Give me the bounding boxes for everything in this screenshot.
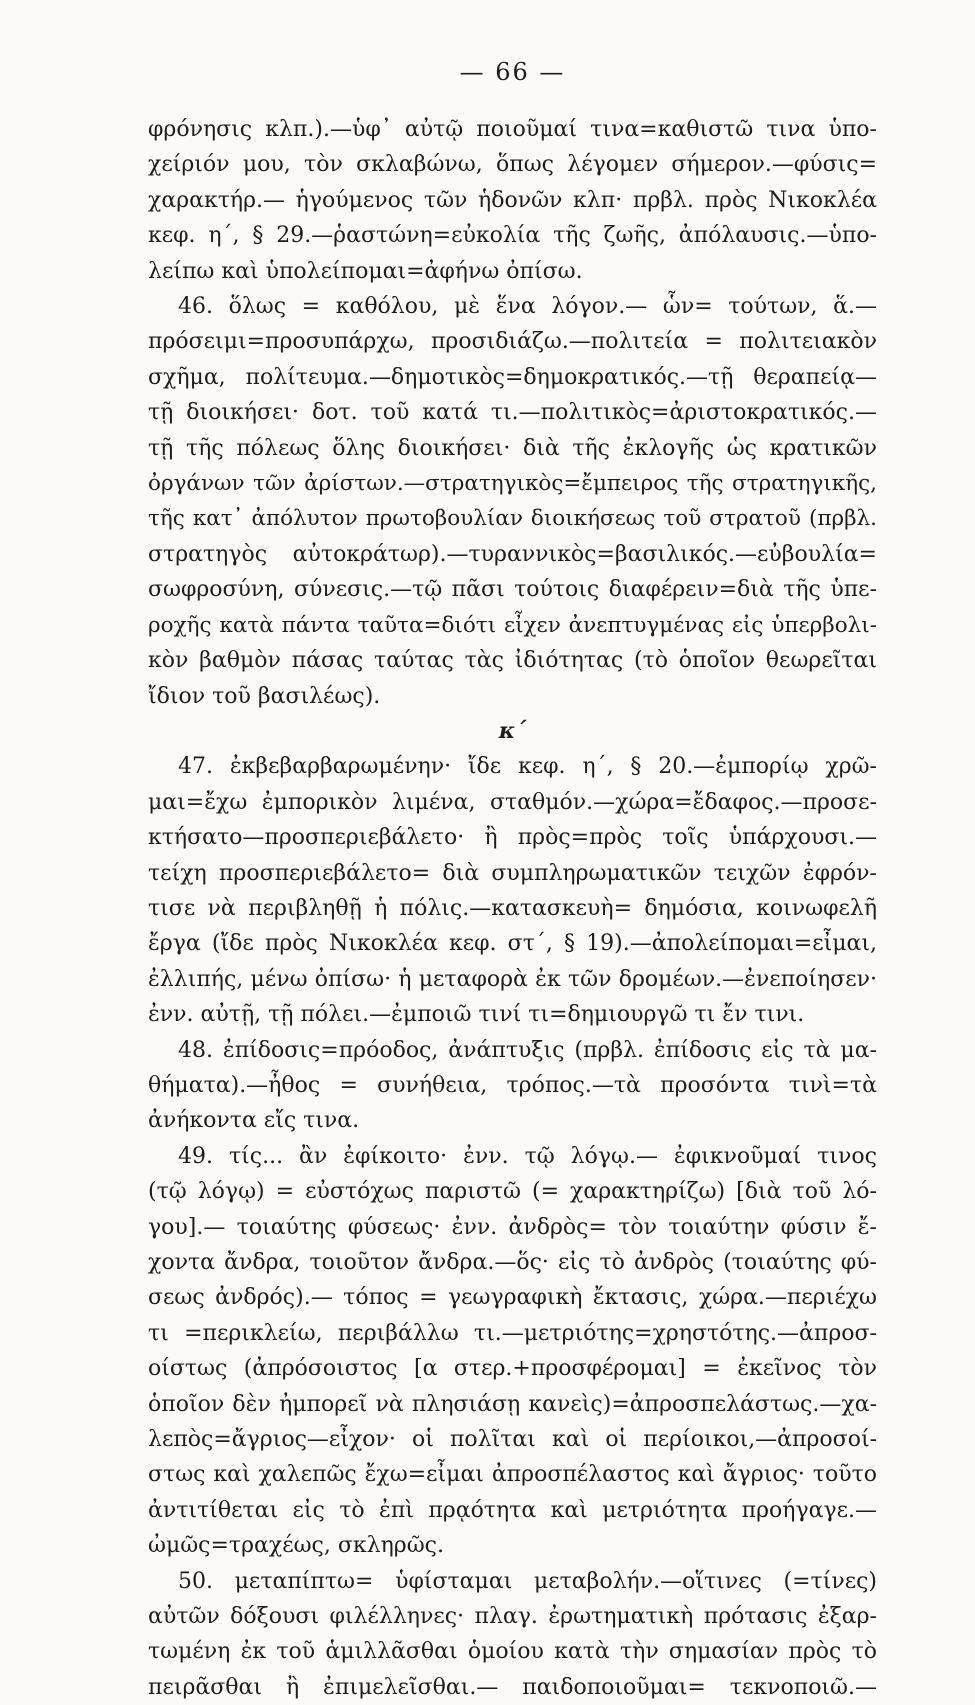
text-line: τισε νὰ περιβληθῇ ἡ πόλις.—κατασκευὴ= δημόσια, κοινωφελῆ <box>148 895 877 921</box>
text-line: χαρακτήρ.— ἡγούμενος τῶν ἡδονῶν κλπ· πρβλ. πρὸς Νικοκλέα <box>148 187 877 213</box>
text-line: ἀνήκοντα εἴς τινα. <box>148 1108 360 1134</box>
text-line: χείριόν μου, τὸν σκλαβώνω, ὅπως λέγομεν σήμερον.—φύσις= <box>148 152 877 178</box>
text-line: τῇ διοικήσει· δοτ. τοῦ κατά τι.—πολιτικὸς=ἀριστοκρατικός.— <box>148 400 877 426</box>
text-line: στως καὶ χαλεπῶς ἔχω=εἶμαι ἀπροσπέλαστος καὶ ἄγριος· τοῦτο <box>148 1462 877 1488</box>
text-line: σεως ἀνδρός).— τόπος = γεωγραφικὴ ἔκτασις, χώρα.—περιέχω <box>148 1285 877 1311</box>
text-line: 50. μεταπίπτω= ὑφίσταμαι μεταβολήν.—οἵτινες (=τίνες) <box>178 1568 877 1594</box>
text-line: ἐνν. αὐτῇ, τῇ πόλει.—ἐμποιῶ τινί τι=δημιουργῶ τι ἔν τινι. <box>148 1002 805 1028</box>
text-line: 46. ὅλως = καθόλου, μὲ ἕνα λόγον.— ὧν= τούτων, ἅ.— <box>178 294 877 320</box>
text-line: ὁποῖον δὲν ἠμπορεῖ νὰ πλησιάσῃ κανεὶς)=ἀπροσπελάστως.—χα- <box>148 1391 877 1417</box>
text-line: 47. ἐκβεβαρβαρωμένην· ἴδε κεφ. η΄, § 20.—ἐμπορίῳ χρῶ- <box>178 754 877 780</box>
text-line: θήματα).—ἦθος = συνήθεια, τρόπος.—τὰ προσόντα τινὶ=τὰ <box>148 1072 877 1098</box>
text-line: μαι=ἔχω ἐμπορικὸν λιμένα, σταθμόν.—χώρα=ἔδαφος.—προσε- <box>148 789 877 815</box>
text-line: ἀντιτίθεται εἰς τὸ ἐπὶ πρᾳότητα καὶ μετριότητα προήγαγε.— <box>148 1497 877 1523</box>
text-line: τωμένη ἐκ τοῦ ἁμιλλᾶσθαι ὁμοίου κατὰ τὴν σημασίαν πρὸς τὸ <box>148 1639 877 1665</box>
text-line: ἐλλιπής, μένω ὀπίσω· ἡ μεταφορὰ ἐκ τῶν δρομέων.—ἐνεποίησεν· <box>148 966 877 992</box>
text-line: λεπὸς=ἄγριος—εἶχον· οἱ πολῖται καὶ οἱ περίοικοι,—ἀπροσοί- <box>148 1427 877 1453</box>
text-line: τείχη προσπεριεβάλετο= διὰ συμπληρωματικῶν τειχῶν ἐφρόν- <box>148 860 877 886</box>
text-line: φρόνησις κλπ.).—ὑφ᾽ αὐτῷ ποιοῦμαί τινα=καθιστῶ τινα ὑπο- <box>148 117 877 142</box>
text-line: σχῆμα, πολίτευμα.—δημοτικὸς=δημοκρατικός.—τῇ θεραπείᾳ— <box>148 364 877 390</box>
text-line: γου].— τοιαύτης φύσεως· ἐνν. ἀνδρὸς= τὸν τοιαύτην φύσιν ἔ- <box>148 1214 877 1240</box>
text-line: ὀργάνων τῶν ἀρίστων.—στρατηγικὸς=ἔμπειρος τῆς στρατηγικῆς, <box>148 471 877 497</box>
text-line: στρατηγὸς αὐτοκράτωρ).—τυραννικὸς=βασιλικός.—εὐβουλία= <box>148 541 877 567</box>
text-line: ὠμῶς=τραχέως, σκληρῶς. <box>148 1533 444 1559</box>
text-line: 49. τίς... ἂν ἐφίκοιτο· ἐνν. τῷ λόγῳ.— ἐφικνοῦμαί τινος <box>178 1143 877 1169</box>
text-line: κτήσατο—προσπεριεβάλετο· ἢ πρὸς=πρὸς τοῖς ὑπάρχουσι.— <box>148 825 877 851</box>
text-line: αὐτῶν δόξουσι φιλέλληνες· πλαγ. ἐρωτηματικὴ πρότασις ἐξαρ- <box>148 1604 877 1630</box>
text-line: ἴδιον τοῦ βασιλέως). <box>148 683 381 709</box>
text-line: (τῷ λόγῳ) = εὐστόχως παριστῶ (= χαρακτηρίζω) [διὰ τοῦ λό- <box>148 1179 877 1205</box>
text-line: σωφροσύνη, σύνεσις.—τῷ πᾶσι τούτοις διαφέρειν=διὰ τῆς ὑπε- <box>148 577 877 603</box>
text-line: ἔργα (ἴδε πρὸς Νικοκλέα κεφ. στ΄, § 19).—ἀπολείπομαι=εἶμαι, <box>148 931 877 957</box>
text-line: πειρᾶσθαι ἢ ἐπιμελεῖσθαι.— παιδοποιοῦμαι= τεκνοποιῶ.— <box>148 1674 877 1700</box>
page-number: — 66 — <box>459 58 566 86</box>
text-line: τῇ τῆς πόλεως ὅλης διοικήσει· διὰ τῆς ἐκλογῆς ὡς κρατικῶν <box>148 435 877 461</box>
text-line: οίστως (ἀπρόσοιστος [α στερ.+προσφέρομαι] = ἐκεῖνος τὸν <box>148 1356 877 1382</box>
text-line: χοντα ἄνδρα, τοιοῦτον ἄνδρα.—ὅς· εἰς τὸ ἀνδρὸς (τοιαύτης φύ- <box>148 1250 877 1275</box>
text-line: λείπω καὶ ὑπολείπομαι=ἀφήνω ὀπίσω. <box>148 258 583 284</box>
text-line: κὸν βαθμὸν πάσας ταύτας τὰς ἰδιότητας (τὸ ὁποῖον θεωρεῖται <box>148 648 877 674</box>
text-line: πρόσειμι=προσυπάρχω, προσιδιάζω.—πολιτεία = πολιτειακὸν <box>148 329 877 355</box>
commentary-text <box>148 112 877 1705</box>
text-line: ροχῆς κατὰ πάντα ταῦτα=διότι εἶχεν ἀνεπτυγμένας εἰς ὑπερβολι- <box>148 612 877 638</box>
section-heading: κ΄ <box>498 717 527 744</box>
text-line: τι =περικλείω, περιβάλλω τι.—μετριότης=χρηστότης.—ἀπροσ- <box>148 1320 877 1346</box>
text-line: κεφ. η΄, § 29.—ῥαστώνη=εὐκολία τῆς ζωῆς, ἀπόλαυσις.—ὑπο- <box>148 223 877 249</box>
text-line: 48. ἐπίδοσις=πρόοδος, ἀνάπτυξις (πρβλ. ἐπίδοσις εἰς τὰ μα- <box>178 1037 877 1063</box>
text-line: τῆς κατ᾽ ἀπόλυτον πρωτοβουλίαν διοικήσεως τοῦ στρατοῦ (πρβλ. <box>148 506 877 532</box>
